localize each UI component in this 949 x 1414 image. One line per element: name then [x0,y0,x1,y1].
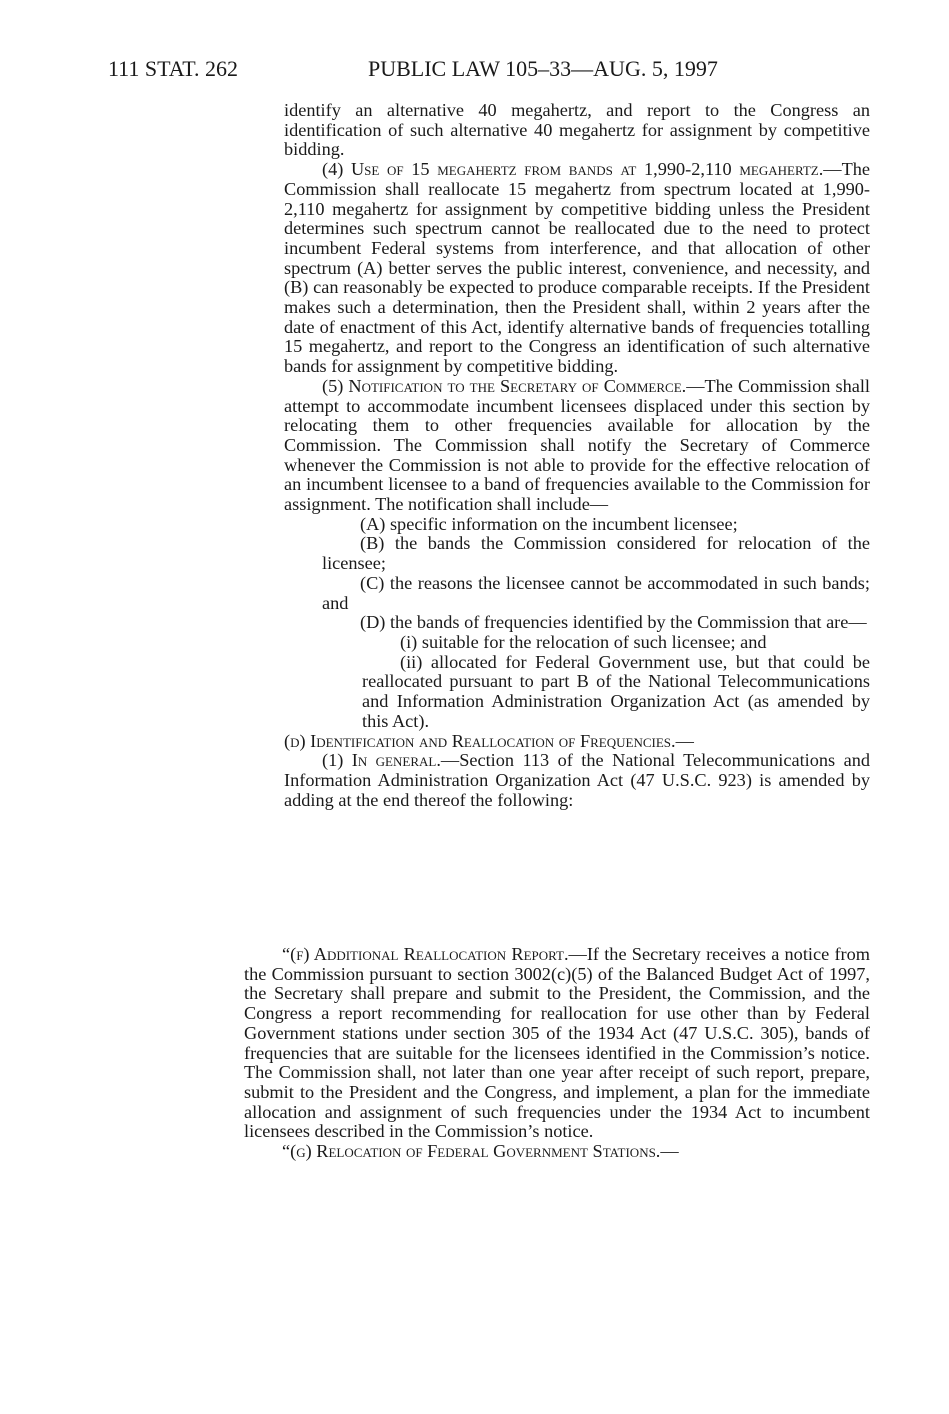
quoted-amendment [244,945,870,1162]
quoted-subsection-f-text: —If the Secretary receives a notice from the Commission pursuant to section 3002(c)(5) of the Balanced Budget Act of 1997, the Secretary shall prepare and submit to the President, the Commission, and the Congress a report recommending for reallocation for use other than by Federal Government stations under section 305 of the 1934 Act (47 U.S.C. 305), bands of frequencies that are suitable for the licensees identified in the Commission’s notice. The Commission shall, not later than one year after receipt of such report, prepare, submit to the President and the Congress, and implement, a plan for the immediate allocation and assignment of such frequencies under the 1934 Act to incumbent licensees described in the Commission’s notice. [244,944,870,1142]
paragraph-4 [284,160,870,377]
paragraph-4-heading: (4) Use of 15 megahertz from bands at 1,990-2,110 megahertz. [322,159,824,180]
body-text [284,101,870,810]
clause-ii: (ii) allocated for Federal Government use, but that could be reallocated pursuant to part B of the National Telecommunications and Information Administration Organization Act (as amended by this Act). [362,651,870,731]
quoted-subsection-g-text: — [660,1141,679,1162]
subsection-d-heading: (d) Identification and Reallocation of Frequencies. [284,730,676,751]
paragraph-5 [284,377,870,515]
subparagraph-a: (A) specific information on the incumbent licensee; [360,513,738,534]
quoted-subsection-f [244,945,870,1142]
subsection-d-text: — [675,730,694,751]
paragraph-intro: identify an alternative 40 megahertz, and report to the Congress an identification of such alternative 40 megahertz for assignment by competitive bidding. [284,100,870,160]
subparagraph-c: (C) the reasons the licensee cannot be accommodated in such bands; and [322,572,870,613]
running-header: PUBLIC LAW 105–33—AUG. 5, 1997 [368,56,718,81]
subsection-d [246,732,870,752]
paragraph-4-text: —The Commission shall reallocate 15 megahertz from spectrum located at 1,990-2,110 megahertz for assignment by competitive bidding unless the President determines such spectrum cannot be reallocated due to the need to protect incumbent Federal systems from interference, and that allocation of other spectrum (A) better serves the public interest, convenience, and necessity, and (B) can reasonably be expected to produce comparable receipts. If the President makes such a determination, then the President shall, within 2 years after the date of enactment of this Act, identify alternative bands of frequencies totalling 15 megahertz, and report to the Congress an identification of such alternative bands for assignment by competitive bidding. [284,159,870,377]
paragraph-d1-heading: (1) In general. [322,750,441,771]
paragraph-5-text: —The Commission shall attempt to accommodate incumbent licensees displaced under this section by relocating them to other frequencies available for allocation by the Commission. The Commission shall notify the Secretary of Commerce whenever the Commission is not able to provide for the effective relocation of an incumbent licensee to a band of frequencies available to the Commission for assignment. The notification shall include— [284,375,870,515]
quoted-subsection-f-heading: “(f) Additional Reallocation Report. [282,944,569,964]
clause-i: (i) suitable for the relocation of such licensee; and [400,631,767,652]
quoted-subsection-g [244,1142,870,1162]
statute-page-number: 111 STAT. 262 [108,56,239,81]
paragraph-5-heading: (5) Notification to the Secretary of Commerce. [322,375,687,396]
paragraph-d1 [284,751,870,810]
quoted-subsection-g-heading: “(g) Relocation of Federal Government Stations. [282,1141,661,1162]
subparagraph-b: (B) the bands the Commission considered for relocation of the licensee; [322,533,870,574]
paragraph-d1-text: —Section 113 of the National Telecommunications and Information Administration Organization Act (47 U.S.C. 923) is amended by adding at the end thereof the following: [284,750,870,810]
subparagraph-d: (D) the bands of frequencies identified by the Commission that are— [360,612,867,633]
